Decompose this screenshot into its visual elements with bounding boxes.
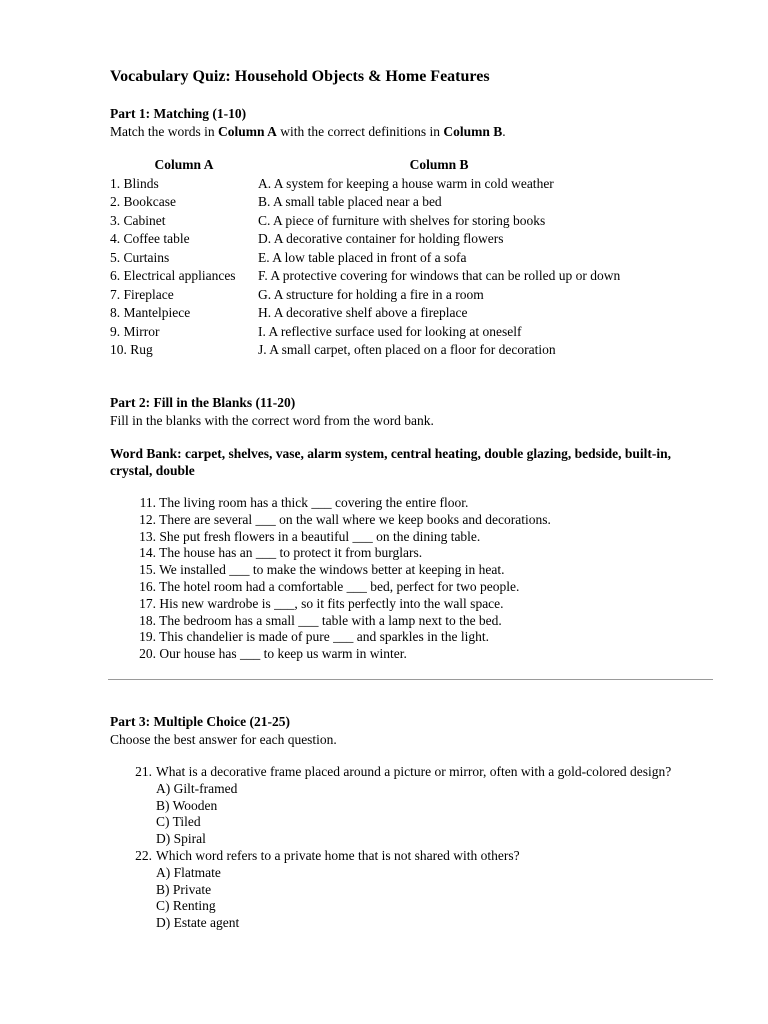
item-text: This chandelier is made of pure ___ and sparkles in the light. bbox=[159, 629, 490, 645]
list-item bbox=[110, 495, 720, 512]
column-a-term: 7. Fireplace bbox=[110, 286, 174, 302]
question-item bbox=[110, 848, 720, 865]
column-a-term: 2. Bookcase bbox=[110, 194, 176, 209]
question-number: 22. bbox=[135, 847, 152, 863]
question-item bbox=[110, 764, 720, 781]
part2-instructions: Fill in the blanks with the correct word from the word bank. bbox=[110, 413, 434, 428]
matching-row bbox=[110, 249, 620, 268]
list-item bbox=[110, 579, 720, 596]
item-number: 20. bbox=[139, 646, 156, 662]
matching-row bbox=[110, 286, 620, 305]
list-item bbox=[110, 562, 720, 579]
page-title: Vocabulary Quiz: Household Objects & Home Features bbox=[110, 68, 490, 85]
part1-instr-post: . bbox=[502, 124, 506, 139]
list-item bbox=[110, 529, 720, 546]
part3-instructions: Choose the best answer for each question. bbox=[110, 732, 337, 747]
item-number: 13. bbox=[139, 528, 156, 544]
part1-instr-col-a: Column A bbox=[217, 124, 277, 139]
column-b-definition: F. A protective covering for windows that can be rolled up or down bbox=[258, 268, 621, 283]
matching-row bbox=[110, 341, 620, 360]
question-text: What is a decorative frame placed around a picture or mirror, often with a gold-colored design? bbox=[156, 764, 672, 779]
word-bank: Word Bank: carpet, shelves, vase, alarm system, central heating, double glazing, bedside, built-in, crystal, double bbox=[110, 446, 672, 478]
item-text: The living room has a thick ___ covering the entire floor. bbox=[159, 495, 469, 510]
matching-row bbox=[110, 212, 620, 231]
item-number: 16. bbox=[139, 578, 156, 594]
part3-heading: Part 3: Multiple Choice (21-25) bbox=[110, 714, 290, 729]
matching-row bbox=[110, 175, 620, 194]
column-b-definition: B. A small table placed near a bed bbox=[258, 194, 442, 209]
answer-option: A) Flatmate bbox=[156, 864, 221, 880]
list-item bbox=[110, 629, 720, 646]
matching-row bbox=[110, 323, 620, 342]
item-text: The hotel room had a comfortable ___ bed, perfect for two people. bbox=[159, 578, 520, 594]
column-a-term: 8. Mantelpiece bbox=[110, 305, 191, 320]
matching-table bbox=[110, 156, 620, 360]
item-number: 15. bbox=[139, 562, 156, 578]
item-text: His new wardrobe is ___, so it fits perfectly into the wall space. bbox=[159, 595, 504, 611]
column-a-term: 10. Rug bbox=[110, 342, 153, 357]
question-text: Which word refers to a private home that is not shared with others? bbox=[156, 847, 520, 863]
column-b-header: Column B bbox=[409, 157, 469, 172]
answer-option: B) Private bbox=[156, 881, 212, 897]
part1-instr-col-b: Column B bbox=[443, 124, 503, 139]
column-a-header: Column A bbox=[154, 157, 214, 172]
column-a-term: 5. Curtains bbox=[110, 249, 170, 265]
part2-heading: Part 2: Fill in the Blanks (11-20) bbox=[110, 395, 296, 410]
matching-row bbox=[110, 267, 620, 286]
answer-option: C) Renting bbox=[156, 898, 216, 914]
fill-blank-list bbox=[110, 495, 720, 663]
column-b-definition: G. A structure for holding a fire in a room bbox=[258, 286, 484, 302]
part1-instr-mid: with the correct definitions in bbox=[276, 124, 444, 139]
column-a-term: 6. Electrical appliances bbox=[110, 268, 236, 283]
column-b-definition: I. A reflective surface used for looking at oneself bbox=[258, 323, 522, 339]
list-item bbox=[110, 596, 720, 613]
question-number: 21. bbox=[135, 764, 152, 779]
part1-instr-pre: Match the words in bbox=[110, 124, 218, 139]
answer-option: B) Wooden bbox=[156, 797, 218, 813]
item-text: The house has an ___ to protect it from burglars. bbox=[159, 545, 423, 561]
column-a-term: 9. Mirror bbox=[110, 323, 160, 339]
item-number: 11. bbox=[139, 495, 156, 510]
answer-option: D) Estate agent bbox=[156, 915, 240, 931]
column-b-definition: H. A decorative shelf above a fireplace bbox=[258, 305, 468, 320]
column-b-definition: C. A piece of furniture with shelves for storing books bbox=[258, 212, 546, 228]
column-a-term: 1. Blinds bbox=[110, 175, 159, 191]
part2-section bbox=[110, 394, 720, 663]
item-text: She put fresh flowers in a beautiful ___ on the dining table. bbox=[159, 528, 481, 544]
item-number: 14. bbox=[139, 545, 156, 561]
column-b-definition: E. A low table placed in front of a sofa bbox=[258, 249, 467, 265]
matching-row bbox=[110, 230, 620, 249]
item-number: 17. bbox=[139, 595, 156, 611]
part1-instructions bbox=[110, 123, 720, 140]
column-b-definition: J. A small carpet, often placed on a floor for decoration bbox=[258, 342, 556, 357]
list-item bbox=[110, 646, 720, 663]
section-divider bbox=[108, 679, 713, 680]
part1-heading: Part 1: Matching (1-10) bbox=[110, 106, 247, 121]
answer-option: C) Tiled bbox=[156, 814, 201, 830]
item-number: 18. bbox=[139, 612, 156, 628]
part3-section bbox=[110, 713, 720, 932]
item-number: 19. bbox=[139, 629, 156, 645]
item-text: We installed ___ to make the windows better at keeping in heat. bbox=[159, 562, 505, 578]
matching-row bbox=[110, 193, 620, 212]
item-text: There are several ___ on the wall where we keep books and decorations. bbox=[159, 511, 551, 527]
item-text: The bedroom has a small ___ table with a lamp next to the bed. bbox=[159, 612, 502, 628]
column-a-term: 4. Coffee table bbox=[110, 231, 190, 246]
matching-header-row bbox=[110, 156, 620, 175]
answer-option: D) Spiral bbox=[156, 831, 206, 847]
part1-section bbox=[110, 105, 720, 140]
list-item bbox=[110, 613, 720, 630]
list-item bbox=[110, 545, 720, 562]
matching-row bbox=[110, 304, 620, 323]
answer-option: A) Gilt-framed bbox=[156, 780, 238, 796]
list-item bbox=[110, 512, 720, 529]
item-number: 12. bbox=[139, 511, 156, 527]
column-b-definition: D. A decorative container for holding flowers bbox=[258, 231, 504, 246]
item-text: Our house has ___ to keep us warm in winter. bbox=[159, 646, 407, 662]
column-a-term: 3. Cabinet bbox=[110, 212, 166, 228]
column-b-definition: A. A system for keeping a house warm in cold weather bbox=[258, 175, 554, 191]
question-list bbox=[110, 764, 720, 932]
